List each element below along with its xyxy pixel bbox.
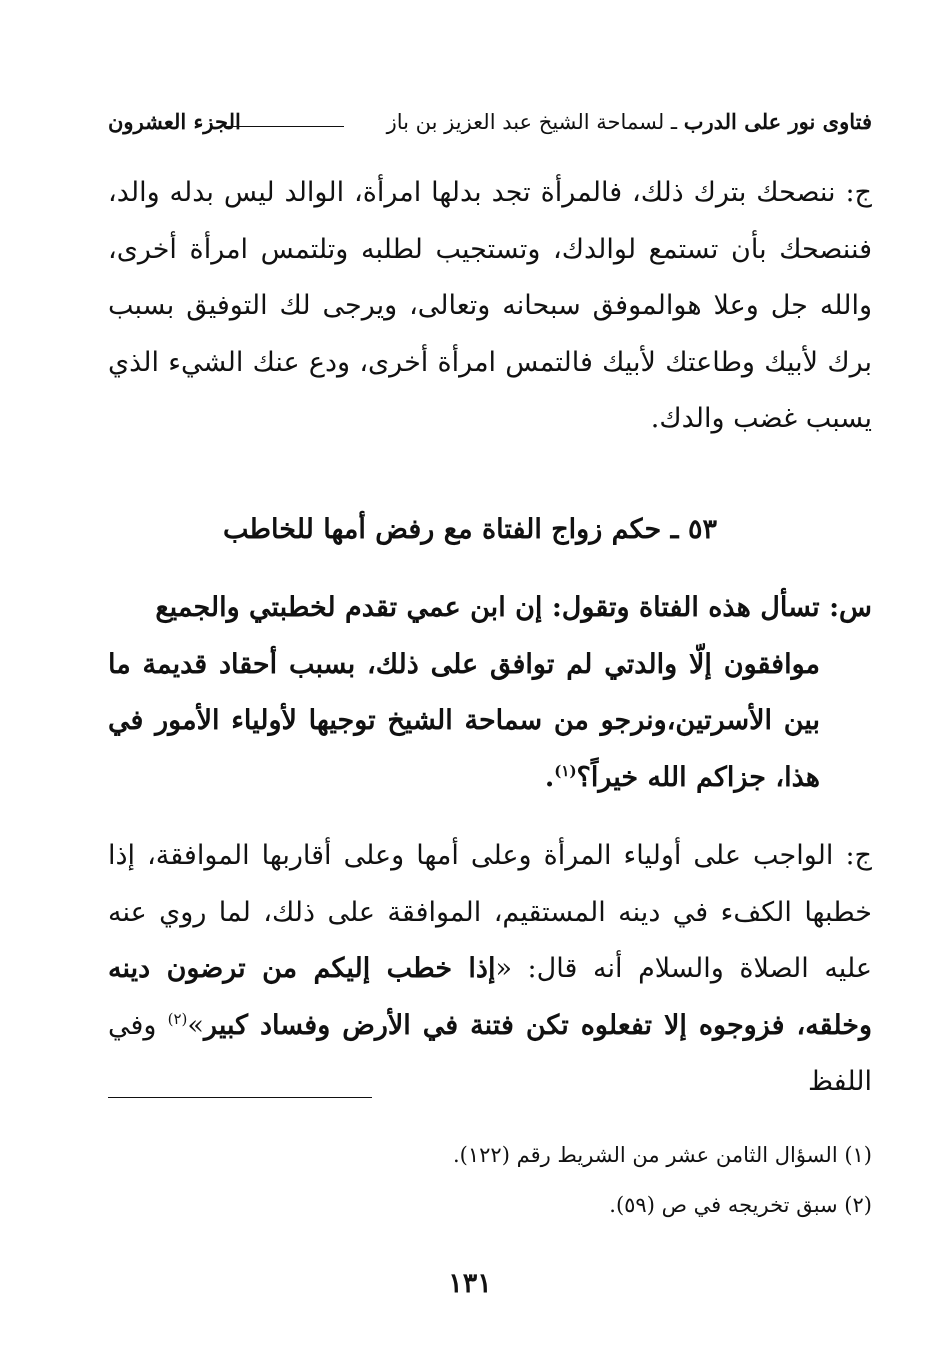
answer-paragraph-2 (108, 828, 872, 1111)
answer2-outro: وفي اللفظ (108, 1009, 872, 1097)
question-rest: موافقون إلّا والدتي لم توافق على ذلك، بسبب أحقاد قديمة ما بين الأسرتين،ونرجو من سماحة الشيخ توجيها لأولياء الأمور في هذا، جزاكم الله خيراً؟ (108, 648, 820, 793)
answer2-intro: ج: الواجب على أولياء المرأة وعلى أمها وعلى أقاربها الموافقة، إذا خطبها الكفء في دينه المستقيم، الموافقة على ذلك، لما روي عنه عليه الصلاة والسلام أنه قال: « (108, 840, 872, 984)
page-number: ١٣١ (448, 1268, 492, 1299)
header-rule (226, 126, 344, 127)
header-volume: الجزء العشرون (108, 109, 241, 134)
header-author: ـ لسماحة الشيخ عبد العزيز بن باز (386, 110, 684, 134)
footnote-divider (108, 1097, 372, 1098)
question-first-line: س: تسأل هذه الفتاة وتقول: إن ابن عمي تقدم لخطبتي والجميع (155, 592, 872, 623)
section-heading: ٥٣ ـ حكم زواج الفتاة مع رفض أمها للخاطب (223, 514, 717, 545)
footnotes (108, 1130, 872, 1230)
running-header (108, 104, 872, 140)
footnote-2: (٢) سبق تخريجه في ص (٥٩). (609, 1193, 872, 1217)
question-paragraph (108, 580, 872, 806)
hadith-close-quote: » (187, 1009, 204, 1041)
footnote-ref-2[interactable]: (٢) (167, 1009, 188, 1028)
question-end: . (544, 761, 555, 793)
header-series: فتاوى نور على الدرب (683, 109, 872, 134)
footnote-1: (١) السؤال الثامن عشر من الشريط رقم (١٢٢). (453, 1143, 872, 1167)
hadith-quote: إذا خطب إليكم من ترضون دينه وخلقه، فزوجوه إلا تفعلوه تكن فتنة في الأرض وفساد كبير (108, 953, 872, 1041)
answer-paragraph-1: ج: ننصحك بترك ذلك، فالمرأة تجد بدلها امرأة، الوالد ليس بدله والد، فننصحك بأن تستمع لوالدك، وتستجيب لطلبه وتلتمس امرأة أخرى، والله جل وعلا هوالموفق سبحانه وتعالى، ويرجى لك التوفيق بسبب برك لأبيك وطاعتك لأبيك فالتمس امرأة أخرى، ودع عنك الشيء الذي يسبب غضب والدك. (108, 177, 872, 434)
header-title (387, 104, 872, 140)
footnote-ref-1[interactable]: (١) (554, 761, 577, 780)
question-continuation (108, 637, 872, 807)
